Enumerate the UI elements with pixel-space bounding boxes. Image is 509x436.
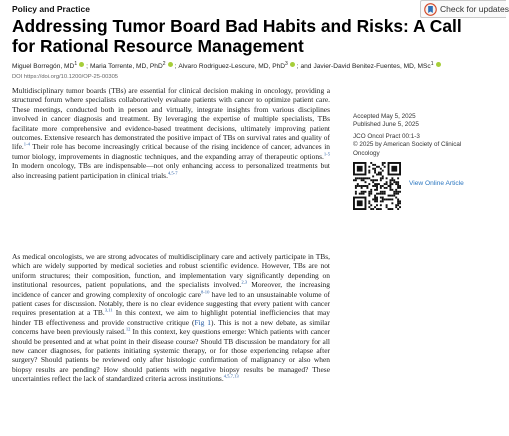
citation-link[interactable]: 3,11 [104,307,113,313]
article-title: Addressing Tumor Board Bad Habits and Risks: A Call for Rational Resource Management [12,16,462,56]
published-date: Published June 5, 2025 [353,121,419,129]
orcid-icon[interactable] [79,62,84,67]
orcid-icon[interactable] [436,62,441,67]
check-updates-label: Check for updates [440,4,509,14]
p2-text-a: As medical oncologists, we are strong advocates of multidisciplinary care and actively participate in TBs, which are widely supported by medical societies and robust scientific evidence. However, TBs are not uniform structures; their composition, function, and implementation vary significantly depending on institutional resources, patient populations, and the specialists involved. [12,252,330,290]
author-separator: ; [174,63,177,71]
orcid-icon[interactable] [168,62,173,67]
citation-link[interactable]: 1-4 [23,141,30,147]
p1-text-a: Multidisciplinary tumor boards (TBs) are essential for clinical decision making in oncology, providing a structured forum where specialists collaboratively evaluate patients with cancer to optimize patient care. These meetings, conducted both in person and virtually, integrate insights from various disciplines involved in cancer diagnosis and treatment. By leveraging the expertise of multiple specialists, TBs facilitate more comprehensive and evidence-based treatment decisions, ultimately improving patient outcomes. Extensive research has demonstrated the positive impact of TBs on survival rates and quality of life. [12,86,330,152]
copyright: © 2025 by American Society of Clinical Oncology [353,141,462,157]
author-affiliation: 3 [285,61,288,67]
p2-text-b: Moreover, the increasing incidence of cancer and growing complexity of oncologic care [12,280,330,299]
p2-text-d: In this context, we aim to highlight potential inefficiencies that may hinder TB effectiveness and provide constructive critique ( [12,308,330,327]
doi-link[interactable]: DOI https://doi.org/10.1200/OP-25-00305 [12,74,119,80]
citation-link[interactable]: 2,3 [241,279,248,285]
body-paragraph-1 [12,86,330,180]
citation-link[interactable]: 1-5 [323,151,330,157]
journal-citation: JCO Oncol Pract 00:1-3 [353,132,420,140]
author-name[interactable]: Maria Torrente, MD, PhD [89,63,163,71]
view-online-article-link[interactable]: View Online Article [409,180,464,187]
p2-text-f: In this context, key questions emerge: Which patients with cancer should be presented and at what point in their disease course? Should TB discussion be mandatory for all new cancer diagnoses, for patients initiating systemic therapy, or for those experiencing relapse after surgery? Should patients be reviewed only after histologic confirmation of malignancy or also when biopsy results are pending? How should patients with negative biopsy results be managed? These uncertainties reflect the lack of standardized criteria across institutions. [12,327,330,384]
section-label: Policy and Practice [12,4,90,14]
citation-link[interactable]: 8-10 [200,289,210,295]
accepted-date: Accepted May 5, 2025 [353,113,416,120]
author-separator: ; [86,63,88,71]
author-affiliation: 1 [430,61,434,67]
author-list [12,61,492,70]
body-paragraph-2 [12,252,330,384]
citation-link[interactable]: 12 [125,326,131,332]
author-name[interactable]: Miguel Borregón, MD [12,63,75,71]
p2-text-c: have led to an unsustainable volume of patient cases for discussion. Notably, there is no clear evidence suggesting that every patient with cancer requires presentation at a TB. [12,289,331,318]
qr-code-icon[interactable] [353,162,401,210]
author-name[interactable]: Javier-David Benitez-Fuentes, MD, MSc [313,63,431,71]
author-name[interactable]: Alvaro Rodriguez-Lescure, MD, PhD [178,63,286,71]
article-metadata [353,113,483,158]
author-affiliation: 1 [74,61,78,67]
citation-link[interactable]: 4,5-7 [167,170,178,176]
author-affiliation: 2 [162,61,166,67]
citation-link[interactable]: 4,5,7,13 [223,373,239,379]
orcid-icon[interactable] [290,62,295,67]
author-separator: ; and [296,63,312,71]
figure-link[interactable]: Fig 1 [194,317,211,327]
p2-text-e: ). This is not a new debate, as similar concerns have been previously raised. [12,317,330,337]
p1-text-c: In modern oncology, TBs are indispensable—not only enhancing access to personalized treatments but also increasing patient participation in clinical trials. [12,161,330,180]
p1-text-b: Their role has become increasingly critical because of the rising incidence of cancer, advances in tumor biology, improvements in diagnostic techniques, and the expanding array of therapeutic options. [12,142,330,161]
check-updates-icon [424,3,437,16]
